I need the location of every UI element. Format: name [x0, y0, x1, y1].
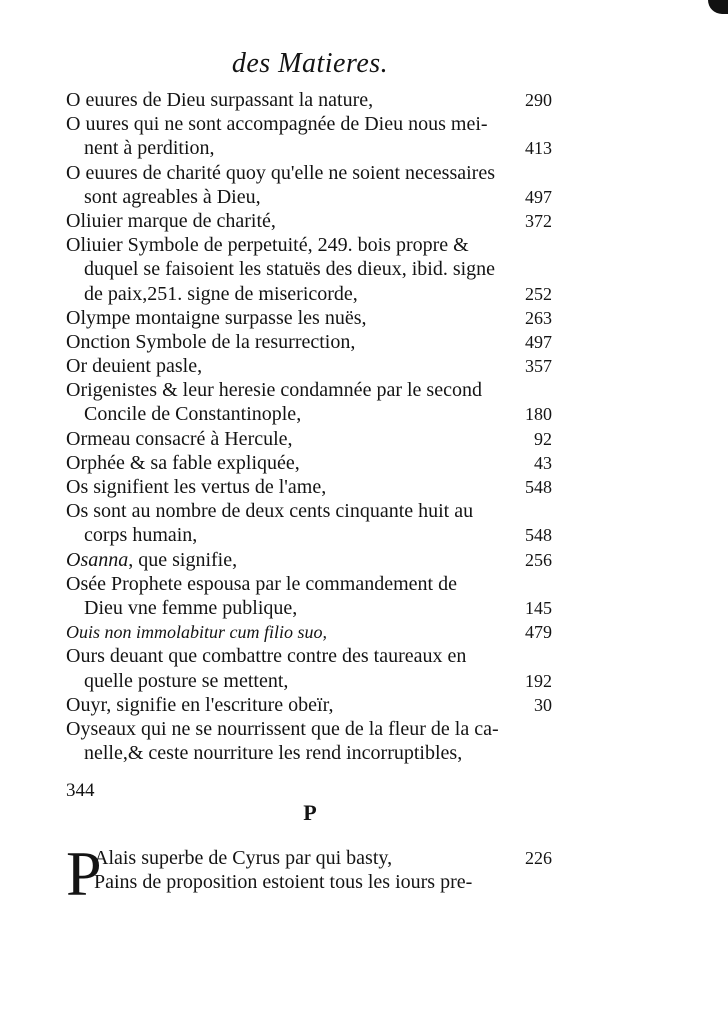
entry-text: Olympe montaigne surpasse les nuës, — [66, 306, 367, 329]
entry-text: Orphée & sa fable expliquée, — [66, 451, 300, 474]
entry-text: Os signifient les vertus de l'ame, — [66, 476, 327, 498]
entry-continuation-line — [66, 257, 552, 281]
entry-text: Os sont au nombre de deux cents cinquante huit au — [66, 500, 474, 523]
entry-line — [66, 88, 552, 112]
index-entry — [66, 88, 552, 112]
entry-line — [66, 451, 552, 475]
page-reference: 479 — [525, 622, 552, 643]
entry-text: Onction Symbole de la resurrection, — [66, 330, 356, 353]
entry-text: Alais superbe de Cyrus par qui basty, — [94, 847, 393, 869]
entry-text: Concile de Constantinople, — [84, 403, 302, 426]
entry-text: corps humain, — [84, 524, 198, 547]
entry-continuation-line — [66, 402, 552, 426]
page-reference: 357 — [525, 356, 552, 377]
entry-text: Origenistes & leur heresie condamnée par le second — [66, 379, 482, 402]
entry-line — [66, 427, 552, 451]
running-header: des Matieres. — [231, 48, 389, 79]
page-reference: 263 — [525, 307, 552, 328]
entry-text: de paix,251. signe de misericorde, — [84, 282, 358, 305]
entry-text: Oliuier Symbole de perpetuité, 249. bois propre & — [66, 234, 469, 257]
page-reference: 252 — [525, 283, 552, 304]
entry-text: Pains de proposition estoient tous les iours pre- — [94, 871, 473, 893]
entry-text: duquel se faisoient les statuës des dieux, ibid. signe — [84, 258, 496, 281]
entry-line — [66, 378, 552, 402]
entry-text: quelle posture se mettent, — [84, 669, 289, 692]
entry-text: O euures de charité quoy qu'elle ne soient necessaires — [66, 161, 495, 184]
entry-continuation-line — [66, 596, 552, 620]
index-entry — [66, 209, 552, 233]
index-entry — [66, 451, 552, 475]
index-entry — [66, 161, 552, 209]
entry-continuation-line — [66, 669, 552, 693]
entry-line — [66, 644, 552, 668]
entry-line — [66, 572, 552, 596]
entry-text: Ormeau consacré à Hercule, — [66, 427, 293, 450]
page-reference: 192 — [525, 670, 552, 691]
entry-text: sont agreables à Dieu, — [84, 185, 261, 208]
entry-line — [66, 499, 552, 523]
entry-text: Osée Prophete espousa par le commandement de — [66, 572, 457, 595]
entry-text: nelle,& ceste nourriture les rend incorruptibles, — [84, 742, 463, 765]
entry-text: O uures qui ne sont accompagnée de Dieu nous mei- — [66, 113, 488, 136]
index-entry — [66, 717, 552, 765]
entry-text: Oliuier marque de charité, — [66, 209, 276, 232]
entry-text: Oyseaux qui ne se nourrissent que de la fleur de la ca- — [66, 717, 499, 740]
entry-text: Ouis non immolabitur cum filio suo, — [66, 622, 328, 643]
page-reference: 548 — [525, 525, 552, 546]
entry-continuation-line — [66, 136, 552, 160]
entry-line — [66, 209, 552, 233]
page-reference: 372 — [525, 210, 552, 231]
index-entry — [66, 644, 552, 692]
page-reference: 290 — [525, 90, 552, 110]
index-entry — [66, 572, 552, 620]
entry-text: Or deuient pasle, — [66, 355, 203, 378]
entry-line — [66, 306, 552, 330]
trailing-page-number: 344 — [66, 780, 95, 801]
entry-text: Dieu vne femme publique, — [84, 596, 298, 619]
page-corner-mark — [708, 0, 728, 14]
entry-line — [66, 717, 552, 741]
page-reference: 497 — [525, 331, 552, 352]
index-entry — [66, 427, 552, 451]
drop-cap: P — [66, 838, 102, 909]
index-entry — [66, 330, 552, 354]
index-entry — [66, 378, 552, 426]
entry-text: O euures de Dieu surpassant la nature, — [66, 89, 374, 111]
entry-text: nent à perdition, — [84, 137, 215, 160]
entry-line — [66, 112, 552, 136]
entry-line — [66, 233, 552, 257]
p-entry-line — [94, 870, 552, 894]
entry-continuation-line — [66, 185, 552, 209]
page-reference: 548 — [525, 477, 552, 497]
page-reference: 226 — [525, 848, 552, 868]
index-entry — [66, 112, 552, 160]
p-section-entries — [66, 838, 552, 909]
page-reference: 256 — [525, 549, 552, 570]
entry-text: Ours deuant que combattre contre des taureaux en — [66, 645, 467, 668]
page-reference: 497 — [525, 186, 552, 207]
page-reference: 92 — [534, 428, 552, 449]
index-entry — [66, 306, 552, 330]
index-entry — [66, 693, 552, 717]
page-reference: 413 — [525, 138, 552, 159]
index-entries — [66, 88, 552, 765]
index-entry — [66, 354, 552, 378]
index-entry — [66, 548, 552, 572]
page-reference: 180 — [525, 404, 552, 425]
entry-continuation-line — [66, 741, 552, 765]
entry-line — [66, 330, 552, 354]
entry-line — [66, 475, 552, 499]
index-entry — [66, 620, 552, 644]
page-reference: 30 — [534, 694, 552, 715]
page-reference: 145 — [525, 597, 552, 618]
index-entry — [66, 499, 552, 547]
index-entry — [66, 233, 552, 306]
entry-line — [66, 161, 552, 185]
entry-text: Ouyr, signifie en l'escriture obeïr, — [66, 693, 334, 716]
entry-line — [66, 354, 552, 378]
page-reference: 43 — [534, 452, 552, 473]
section-letter: P — [303, 800, 317, 825]
entry-line — [66, 693, 552, 717]
entry-continuation-line — [66, 282, 552, 306]
entry-line — [66, 548, 552, 572]
entry-continuation-line — [66, 523, 552, 547]
p-entry-line — [94, 846, 552, 870]
index-entry — [66, 475, 552, 499]
entry-line — [66, 620, 552, 644]
entry-text: Osanna, que signifie, — [66, 548, 238, 571]
